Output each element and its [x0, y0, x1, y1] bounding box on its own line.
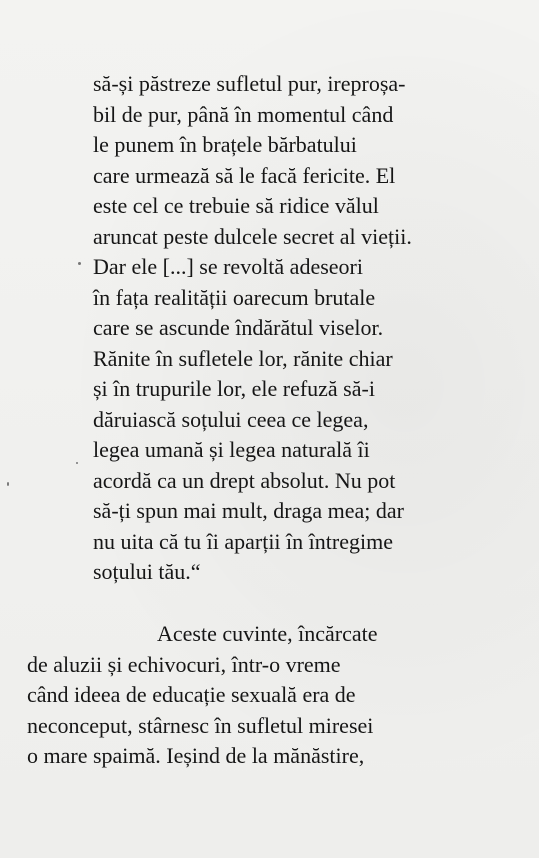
text-line: care urmează să le facă fericite. El — [93, 162, 396, 188]
text-line: Aceste cuvinte, încărcate — [157, 621, 378, 646]
text-line: să-și păstreze sufletul pur, ireproșa- — [93, 71, 406, 96]
quoted-letter-block — [93, 69, 493, 588]
text-line: dăruiască soțului ceea ce legea, — [93, 406, 369, 432]
text-line: acordă ca un drept absolut. Nu pot — [93, 467, 396, 493]
body-paragraph — [27, 619, 487, 772]
text-line: în fața realității oarecum brutale — [93, 284, 376, 310]
text-line: aruncat peste dulcele secret al vieții. — [93, 223, 412, 249]
text-line: să-ți spun mai mult, draga mea; dar — [93, 498, 404, 523]
text-line: le punem în brațele bărbatului — [93, 132, 357, 157]
paper-speck — [7, 482, 9, 486]
text-line: soțului tău.“ — [93, 559, 201, 584]
text-line: Dar ele [...] se revoltă adeseori — [93, 254, 363, 279]
text-line: Rănite în sufletele lor, rănite chiar — [93, 345, 393, 371]
text-line: legea umană și legea naturală îi — [93, 437, 370, 462]
paper-speck — [78, 262, 81, 265]
text-line: o mare spaimă. Ieșind de la mănăstire, — [27, 743, 365, 768]
text-line: de aluzii și echivocuri, într-o vreme — [27, 651, 341, 677]
paper-speck — [76, 462, 78, 464]
text-line: și în trupurile lor, ele refuză să-i — [93, 376, 375, 401]
text-line: nu uita că tu îi aparții în întregime — [93, 528, 393, 554]
text-line: este cel ce trebuie să ridice vălul — [93, 193, 379, 218]
text-line: bil de pur, până în momentul când — [93, 101, 394, 127]
text-line: neconceput, stârnesc în sufletul miresei — [27, 712, 374, 738]
text-line: care se ascunde îndărătul viselor. — [93, 315, 384, 340]
text-line: când ideea de educație sexuală era de — [27, 682, 356, 707]
